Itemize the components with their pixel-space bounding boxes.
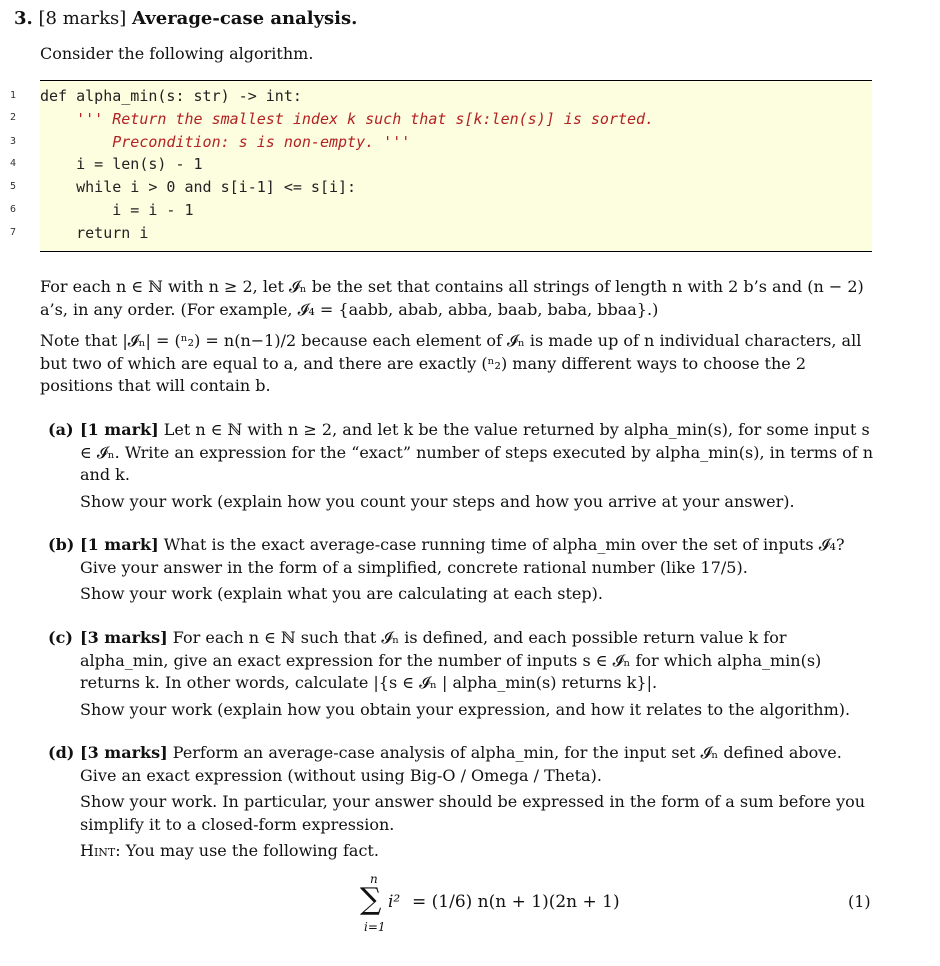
question-title (14, 8, 357, 29)
part-label: (d) (48, 743, 75, 762)
part-work: Show your work (explain how you obtain your expression, and how it relates to the algorithm). (80, 699, 851, 719)
setup-paragraph: For each n ∈ ℕ with n ≥ 2, let 𝓘ₙ be the set that contains all strings of length n with 2 b’s and (n − 2) a’s, in any order. (For example, 𝓘₄ = {aabb, abab, abba, baab, baba, bbaa}.) (40, 277, 864, 319)
part-work: Show your work. In particular, your answer should be expressed in the form of a sum before you simplify it to a closed-form expression. (80, 792, 866, 834)
hint-text: You may use the following fact. (125, 841, 379, 860)
part-label: (b) (48, 535, 75, 554)
part-label: (c) (48, 628, 73, 647)
sum-closed-form: = (1/6) n(n + 1)(2n + 1) (412, 892, 620, 912)
part-marks: [1 mark] (80, 420, 159, 439)
code-line: ''' Return the smallest index k such that s[k:len(s)] is sorted. (40, 110, 655, 128)
note-paragraph: Note that |𝓘ₙ| = (ⁿ₂) = n(n−1)/2 because each element of 𝓘ₙ is made up of n individual characters, all but two of which are equal to a, and there are exactly (ⁿ₂) many different ways to choose the 2 positions that will contain b. (40, 331, 862, 395)
line-number: 1 (10, 90, 17, 101)
part-hint (80, 840, 874, 863)
question-number: 3. (14, 8, 33, 29)
part-text: What is the exact average-case running time of alpha_min over the set of inputs 𝓘₄? Give your answer in the form of a simplified, concrete rational number (like 17/5). (80, 535, 845, 577)
equation-number: (1) (848, 892, 871, 911)
part-work: Show your work (explain how you count your steps and how you arrive at your answer). (80, 491, 795, 511)
part-text: Perform an average-case analysis of alpha_min, for the input set 𝓘ₙ defined above. Give an exact expression (without using Big-O / Omega / Theta). (80, 743, 842, 785)
line-number: 7 (10, 227, 17, 238)
hint-label: Hint: (80, 841, 121, 860)
part-marks: [3 marks] (80, 628, 168, 647)
part-text: Let n ∈ ℕ with n ≥ 2, and let k be the value returned by alpha_min(s), for some input s ∈ 𝓘ₙ. Write an expression for the “exact” number of steps executed by alpha_min(s), in terms of n and k. (80, 420, 874, 484)
part-d (48, 742, 874, 863)
sum-term: i² (388, 892, 401, 912)
line-number: 5 (10, 181, 17, 192)
line-numbers (10, 88, 30, 248)
code-line: while i > 0 and s[i-1] <= s[i]: (40, 178, 357, 196)
part-a (48, 419, 874, 513)
code-block (40, 80, 872, 252)
line-number: 2 (10, 112, 17, 123)
code-line: def alpha_min(s: str) -> int: (40, 87, 302, 105)
code-line: return i (40, 224, 149, 242)
line-number: 3 (10, 136, 17, 147)
part-marks: [1 mark] (80, 535, 159, 554)
line-number: 4 (10, 158, 17, 169)
sum-lower-limit: i=1 (364, 920, 386, 934)
code-line: i = i - 1 (40, 201, 194, 219)
sum-upper-limit: n (370, 872, 378, 886)
part-work: Show your work (explain what you are calculating at each step). (80, 584, 603, 603)
part-label: (a) (48, 420, 74, 439)
part-c (48, 627, 874, 721)
question-intro: Consider the following algorithm. (40, 44, 314, 63)
code-line: Precondition: s is non-empty. ''' (40, 133, 411, 151)
part-b (48, 534, 874, 606)
sigma-symbol: ∑ (360, 882, 382, 917)
code-line: i = len(s) - 1 (40, 155, 203, 173)
question-heading: Average-case analysis. (132, 8, 358, 29)
question-marks: [8 marks] (38, 8, 127, 29)
part-text: For each n ∈ ℕ such that 𝓘ₙ is defined, and each possible return value k for alpha_min, give an exact expression for the number of inputs s ∈ 𝓘ₙ for which alpha_min(s) returns k. In other words, calculate |{s ∈ 𝓘ₙ | alpha_min(s) returns k}|. (80, 628, 822, 692)
line-number: 6 (10, 204, 17, 215)
part-marks: [3 marks] (80, 743, 168, 762)
